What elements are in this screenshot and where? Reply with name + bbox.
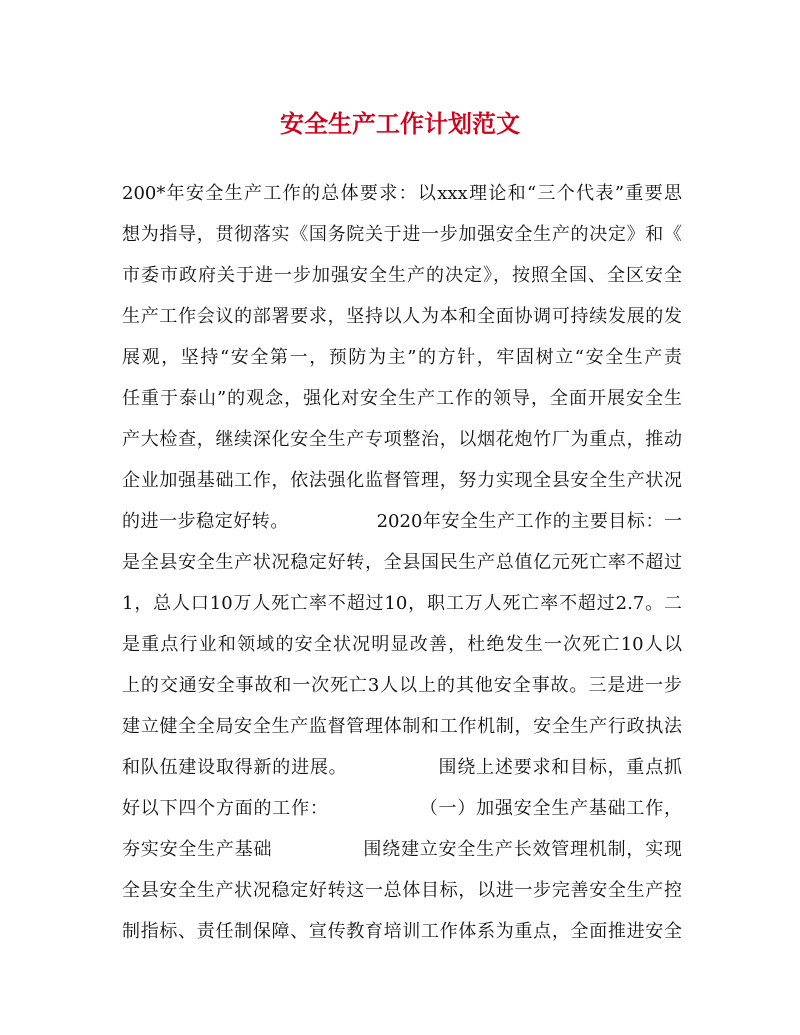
body-line: 市委市政府关于进一步加强安全生产的决定》，按照全国、全区安全 (122, 265, 682, 286)
body-line: 想为指导，贯彻落实《国务院关于进一步加强安全生产的决定》和《 (122, 224, 682, 245)
body-line: 企业加强基础工作，依法强化监督管理，努力实现全县安全生产状况 (122, 470, 682, 491)
body-line: 夯实安全生产基础 围绕建立安全生产长效管理机制，实现 (122, 839, 682, 860)
body-line: 任重于泰山”的观念，强化对安全生产工作的领导，全面开展安全生 (122, 388, 682, 409)
body-line: 产大检查，继续深化安全生产专项整治，以烟花炮竹厂为重点，推动 (122, 429, 682, 450)
body-line: 的进一步稳定好转。 2020年安全生产工作的主要目标：一 (122, 511, 682, 532)
body-line: 上的交通安全事故和一次死亡3人以上的其他安全事故。三是进一步 (122, 675, 682, 696)
body-line: 和队伍建设取得新的进展。 围绕上述要求和目标，重点抓 (122, 757, 682, 778)
body-line: 建立健全全局安全生产监督管理体制和工作机制，安全生产行政执法 (122, 716, 682, 737)
body-line: 生产工作会议的部署要求，坚持以人为本和全面协调可持续发展的发 (122, 306, 682, 327)
body-line: 1，总人口10万人死亡率不超过10，职工万人死亡率不超过2.7。二 (122, 593, 682, 614)
body-line: 好以下四个方面的工作： （一）加强安全生产基础工作， (122, 798, 682, 819)
body-line: 200*年安全生产工作的总体要求：以xxx理论和“三个代表”重要思 (122, 183, 682, 204)
body-line: 全县安全生产状况稳定好转这一总体目标，以进一步完善安全生产控 (122, 880, 682, 901)
document-title: 安全生产工作计划范文 (280, 109, 520, 138)
body-line: 是重点行业和领域的安全状况明显改善，杜绝发生一次死亡10人以 (122, 634, 682, 655)
body-line: 是全县安全生产状况稳定好转，全县国民生产总值亿元死亡率不超过 (122, 552, 682, 573)
body-line: 制指标、责任制保障、宣传教育培训工作体系为重点，全面推进安全 (122, 921, 682, 942)
body-line: 展观，坚持“安全第一，预防为主”的方针，牢固树立“安全生产责 (122, 347, 682, 368)
